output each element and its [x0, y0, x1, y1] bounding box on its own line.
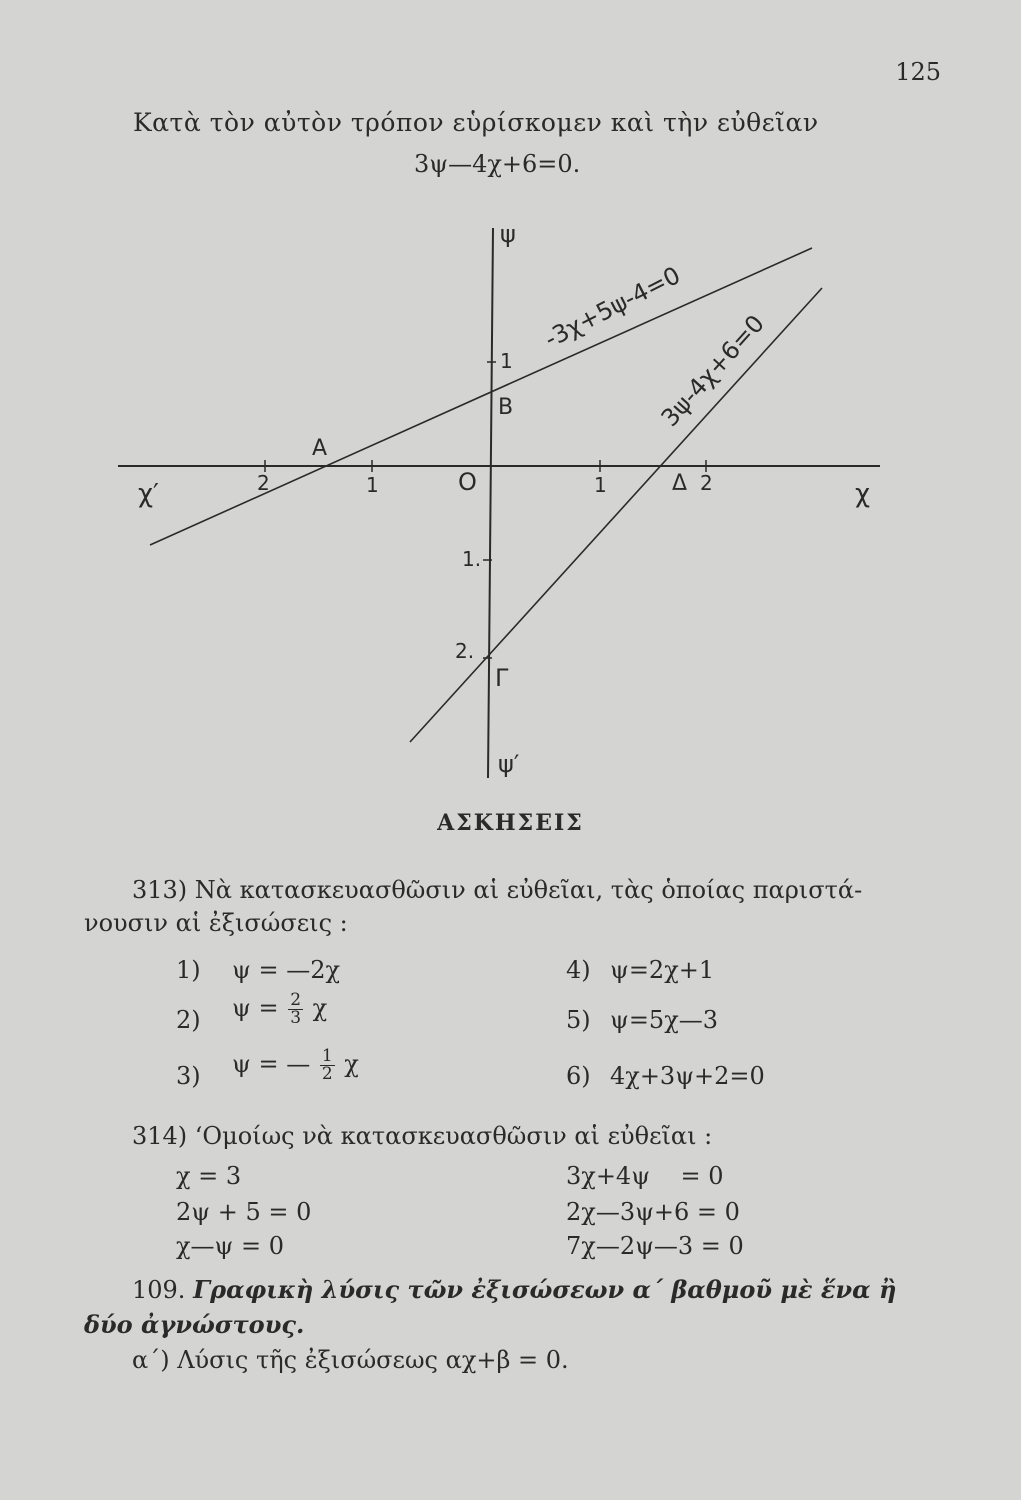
point-G-label: Γ	[495, 664, 509, 692]
ex313-eq6: 4χ+3ψ+2=0	[610, 1062, 765, 1090]
section-109-title: Γραφικὴ λύσις τῶν ἐξισώσεων α΄ βαθμοῦ μὲ ἕνα ἢ	[193, 1275, 897, 1304]
ex313-eq4-number: 4)	[566, 956, 591, 984]
x-neg-label: χ′	[138, 479, 159, 509]
ex313-intro-line2: νουσιν αἱ ἐξισώσεις :	[84, 909, 348, 937]
line-2-label: 3ψ-4χ+6=0	[655, 309, 770, 433]
tick-label-y-pos-1: 1	[500, 349, 513, 373]
tick-label-x-pos-1: 1	[594, 473, 607, 497]
ex313-eq2-fraction	[288, 992, 303, 1027]
ex313-eq2	[232, 992, 327, 1027]
exercises-title: ΑΣΚΗΣΕΙΣ	[437, 810, 584, 836]
ex314-left-eq2: 2ψ + 5 = 0	[176, 1198, 312, 1226]
y-neg-label: ψ′	[498, 750, 520, 778]
ex314-right-eq1: 3χ+4ψ = 0	[566, 1162, 724, 1190]
ex313-eq3-lhs: ψ = —	[232, 1050, 311, 1078]
tick-label-x-pos-2: 2	[700, 471, 713, 495]
ex313-eq6-number: 6)	[566, 1062, 591, 1090]
ex313-eq3-fraction	[320, 1048, 335, 1083]
fraction-denominator: 2	[321, 1064, 333, 1084]
ex313-eq3-var: χ	[344, 1050, 359, 1078]
section-109-subheading: α΄) Λύσις τῆς ἐξισώσεως αχ+β = 0.	[132, 1346, 569, 1374]
ex313-eq2-number: 2)	[176, 1006, 201, 1034]
ex313-eq2-lhs: ψ =	[232, 994, 279, 1022]
ex314-left-eq3: χ—ψ = 0	[176, 1232, 284, 1260]
tick-label-x-neg-1: 1	[366, 473, 379, 497]
ex313-eq4: ψ=2χ+1	[610, 956, 715, 984]
intro-equation: 3ψ—4χ+6=0.	[414, 150, 581, 178]
tick-label-y-neg-2: 2.	[455, 639, 475, 663]
line-1	[150, 248, 812, 545]
point-D-label: Δ	[672, 471, 688, 496]
tick-label-y-neg-1: 1.	[462, 547, 482, 571]
ex313-eq5: ψ=5χ—3	[610, 1006, 719, 1034]
fraction-numerator: 1	[321, 1046, 333, 1066]
section-109-title-line2: δύο ἀγνώστους.	[84, 1310, 305, 1339]
point-B-label: B	[498, 395, 514, 420]
fraction-denominator: 3	[290, 1008, 302, 1028]
ex313-eq3	[232, 1048, 359, 1083]
ex313-eq1-number: 1)	[176, 956, 201, 984]
line-1-label: -3χ+5ψ-4=0	[540, 261, 685, 354]
tick-label-x-neg-2: 2	[257, 471, 270, 495]
section-109-number: 109.	[132, 1276, 186, 1304]
fraction-numerator: 2	[290, 990, 302, 1010]
point-A-label: A	[312, 436, 328, 461]
ex313-eq5-number: 5)	[566, 1006, 591, 1034]
origin-label: O	[458, 468, 477, 496]
ex314-right-eq2: 2χ—3ψ+6 = 0	[566, 1198, 740, 1226]
ex314-left-eq1: χ = 3	[176, 1162, 242, 1190]
section-109-heading	[132, 1275, 896, 1304]
ex313-intro-line1: 313) Νὰ κατασκευασθῶσιν αἱ εὐθεῖαι, τὰς ὁποίας παριστά-	[132, 876, 863, 904]
y-axis	[488, 228, 493, 778]
ex313-eq3-number: 3)	[176, 1062, 201, 1090]
page-number: 125	[895, 58, 941, 86]
ex314-right-eq3: 7χ—2ψ—3 = 0	[566, 1232, 744, 1260]
ex313-eq1: ψ = —2χ	[232, 956, 340, 984]
ex314-intro: 314) ‘Ομοίως νὰ κατασκευασθῶσιν αἱ εὐθεῖαι :	[132, 1122, 713, 1150]
line-2	[410, 288, 822, 742]
intro-text: Κατὰ τὸν αὐτὸν τρόπον εὑρίσκομεν καὶ τὴν εὐθεῖαν	[133, 108, 819, 137]
x-pos-label: χ	[855, 479, 871, 509]
y-pos-label: ψ	[500, 220, 516, 248]
ex313-eq2-var: χ	[312, 994, 328, 1022]
